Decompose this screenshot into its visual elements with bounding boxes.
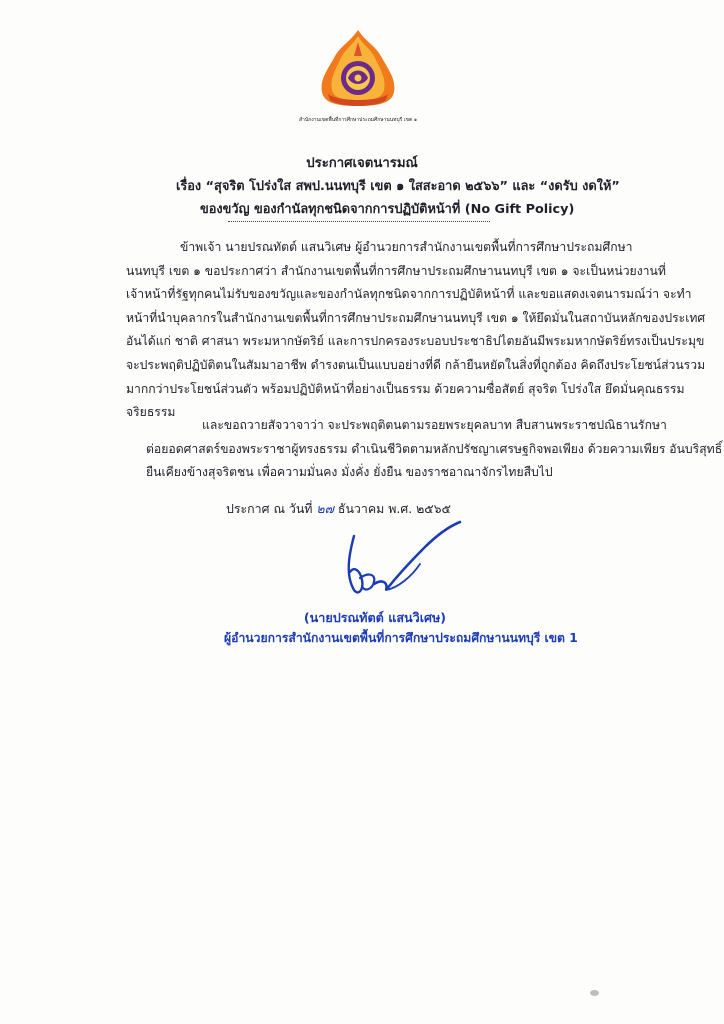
signer-position: ผู้อำนวยการสำนักงานเขตพื้นที่การศึกษาประถมศึกษานนทบุรี เขต 1 (224, 631, 578, 645)
date-month-year: ธันวาคม พ.ศ. ๒๕๖๕ (337, 501, 451, 516)
office-emblem-logo (298, 28, 418, 128)
paragraph-line: และขอถวายสัจวาจาว่า จะประพฤติตนตามรอยพระยุคลบาท สืบสานพระราชปณิธานรักษา (202, 418, 667, 432)
paper-speck (590, 990, 599, 996)
paragraph-line: ยืนเคียงข้างสุจริตชน เพื่อความมั่นคง มั่งคั่ง ยั่งยืน ของราชอาณาจักรไทยสืบไป (146, 465, 553, 480)
paragraph-declaration (126, 236, 706, 425)
subject-line-1: เรื่อง “สุจริต โปร่งใส สพป.นนทบุรี เขต ๑ ใสสะอาด ๒๕๖๖” และ “งดรับ งดให้” (176, 179, 620, 194)
signer-name: (นายปรณทัตต์ แสนวิเศษ) (303, 610, 447, 625)
date-prefix: ประกาศ ณ วันที่ (226, 501, 313, 516)
paragraph-vow (146, 414, 723, 485)
paragraph-line: นนทบุรี เขต ๑ ขอประกาศว่า สำนักงานเขตพื้นที่การศึกษาประถมศึกษานนทบุรี เขต ๑ จะเป็นหน่วยงานที่ (126, 263, 666, 278)
dotted-divider (228, 221, 490, 222)
paragraph-line: อันได้แก่ ชาติ ศาสนา พระมหากษัตริย์ และการปกครองระบอบประชาธิปไตยอันมีพระมหากษัตริย์ทรงเป็นประมุข (126, 334, 705, 349)
subject-line-2: ของขวัญ ของกำนัลทุกชนิดจากการปฏิบัติหน้าที่ (No Gift Policy) (200, 202, 575, 217)
handwritten-signature (328, 518, 468, 600)
announcement-date (226, 500, 451, 519)
paragraph-line: ข้าพเจ้า นายปรณทัตต์ แสนวิเศษ ผู้อำนวยการสำนักงานเขตพื้นที่การศึกษาประถมศึกษา (180, 240, 633, 254)
paragraph-line: หน้าที่นำบุคลากรในสำนักงานเขตพื้นที่การศึกษาประถมศึกษานนทบุรี เขต ๑ ให้ยึดมั่นในสถาบันหลักของประเทศ (126, 310, 706, 325)
paragraph-line: เจ้าหน้าที่รัฐทุกคนไม่รับของขวัญและของกำนัลทุกชนิดจากการปฏิบัติหน้าที่ และขอแสดงเจตนารมณ์ว่า จะทำ (126, 287, 692, 302)
paragraph-line: จะประพฤติปฏิบัติตนในสัมมาอาชีพ ดำรงตนเป็นแบบอย่างที่ดี กล้ายืนหยัดในสิ่งที่ถูกต้อง คิดถึงประโยชน์ส่วนรวม (126, 357, 706, 372)
svg-text:สำนักงานเขตพื้นที่การศึกษาประถ: สำนักงานเขตพื้นที่การศึกษาประถมศึกษานนทบุรี เขต ๑ (298, 117, 418, 123)
paragraph-line: ต่อยอดศาสตร์ของพระราชาผู้ทรงธรรม ดำเนินชีวิตตามหลักปรัชญาเศรษฐกิจพอเพียง ด้วยความเพียร อันบริสุทธิ์ (146, 441, 723, 456)
document-title: ประกาศเจตนารมณ์ (306, 156, 418, 171)
paragraph-line: มากกว่าประโยชน์ส่วนตัว พร้อมปฏิบัติหน้าที่อย่างเป็นธรรม ด้วยความซื่อสัตย์ สุจริต โปร่งใส ยึดมั่นคุณธรรม (126, 381, 685, 396)
paragraph-line: จริยธรรม (126, 405, 176, 420)
date-day-handwritten: ๒๗ (316, 501, 334, 516)
